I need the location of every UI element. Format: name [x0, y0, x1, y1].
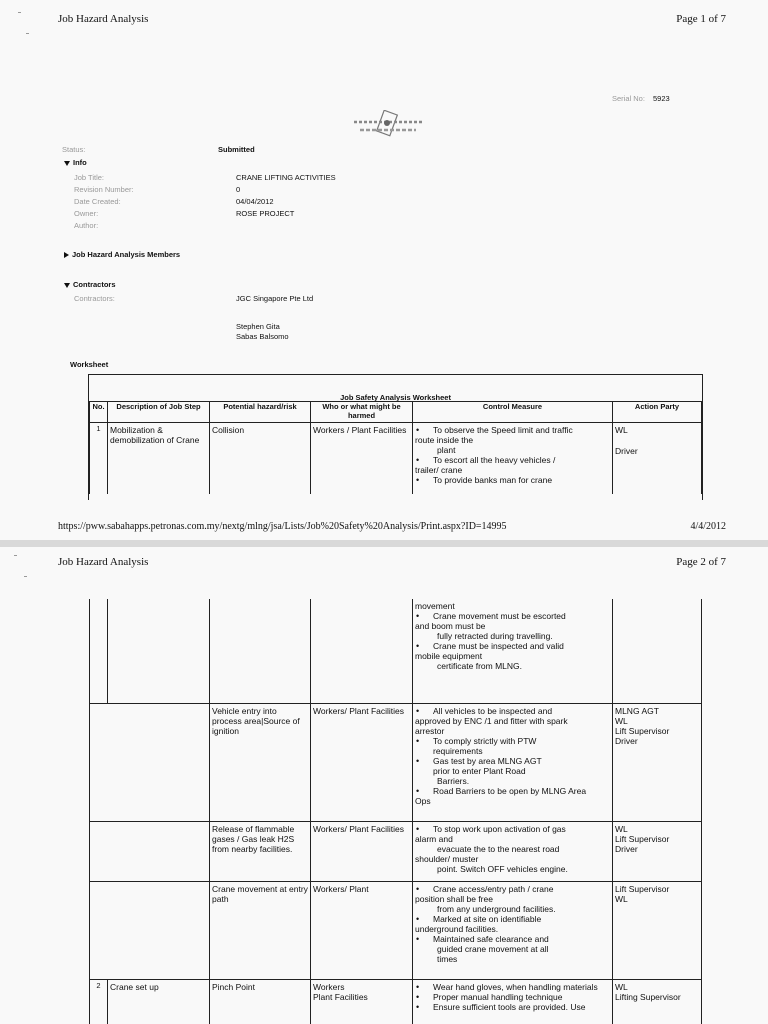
list-item: • All vehicles to be inspected and	[415, 706, 610, 716]
info-section-title: Info	[73, 158, 87, 167]
date-created-label: Date Created:	[74, 197, 121, 206]
revision-value: 0	[236, 185, 241, 194]
owner-value: ROSE PROJECT	[236, 209, 295, 218]
list-item: • Wear hand gloves, when handling materials	[415, 982, 610, 992]
list-item: fully retracted during travelling.	[437, 631, 553, 642]
hazard: Collision	[210, 422, 311, 494]
list-item: trailer/ crane	[415, 464, 463, 475]
table-row	[90, 703, 702, 821]
job-step: Mobilization & demobilization of Crane	[108, 422, 210, 494]
col-no: No.	[90, 402, 108, 423]
row-number: 1	[90, 422, 108, 494]
list-item: • Maintained safe clearance and	[415, 934, 610, 944]
party: Lift Supervisor	[615, 725, 670, 736]
action-party	[613, 422, 702, 494]
serial-label: Serial No:	[612, 94, 645, 103]
who-harmed	[311, 979, 413, 1024]
scan-mark	[18, 12, 21, 13]
list-item: • To escort all the heavy vehicles /	[415, 455, 610, 465]
col-control: Control Measure	[413, 402, 613, 423]
party: WL	[615, 715, 628, 726]
control-measure	[413, 979, 613, 1024]
control-measure	[413, 703, 613, 821]
party: Lift Supervisor	[615, 833, 670, 844]
page-header-title: Job Hazard Analysis	[58, 556, 149, 568]
list-item: guided crane movement at all	[437, 943, 549, 954]
footer-date: 4/4/2012	[690, 521, 726, 532]
hazard: Vehicle entry into process area|Source of ignition	[210, 703, 311, 821]
list-item: • To stop work upon activation of gas	[415, 824, 610, 834]
job-title-value: CRANE LIFTING ACTIVITIES	[236, 173, 336, 182]
row-number: 2	[90, 979, 108, 1024]
list-item: prior to enter Plant Road	[433, 765, 526, 776]
control-measure	[413, 881, 613, 979]
list-item: • Proper manual handling technique	[415, 992, 610, 1002]
list-item: Barriers.	[437, 775, 470, 786]
list-item: times	[437, 953, 458, 964]
contractor-name: Stephen Gita	[236, 322, 280, 331]
list-item: requirements	[433, 745, 483, 756]
table-row	[90, 881, 702, 979]
list-item: certificate from MLNG.	[437, 661, 523, 672]
job-title-label: Job Title:	[74, 173, 105, 182]
contractors-value: JGC Singapore Pte Ltd	[236, 294, 314, 303]
table-row	[90, 979, 702, 1024]
hazard: Release of flammable gases / Gas leak H2S from nearby facilities.	[210, 821, 311, 881]
list-item: approved by ENC /1 and fitter with spark	[415, 715, 568, 726]
scan-mark	[26, 33, 29, 34]
who-item: Plant Facilities	[313, 991, 368, 1002]
action-party	[613, 979, 702, 1024]
scan-mark	[14, 555, 17, 556]
contractors-section-toggle[interactable]	[64, 280, 116, 289]
author-label: Author:	[74, 221, 99, 230]
party: Driver	[615, 735, 638, 746]
page-header-title: Job Hazard Analysis	[58, 13, 149, 25]
members-section-toggle[interactable]	[64, 250, 180, 259]
contractors-section-title: Contractors	[73, 280, 116, 289]
list-item: underground facilities.	[415, 923, 499, 934]
page-number: Page 1 of 7	[676, 13, 726, 25]
job-hazard-logo-icon	[350, 110, 426, 140]
list-item: • Crane movement must be escorted	[415, 611, 610, 621]
page-number: Page 2 of 7	[676, 556, 726, 568]
table-row	[90, 599, 702, 703]
action-party	[613, 881, 702, 979]
party: WL	[615, 893, 628, 904]
who-harmed: Workers/ Plant Facilities	[311, 821, 413, 881]
job-step: Crane set up	[108, 979, 210, 1024]
worksheet-table-title: Job Safety Analysis Worksheet	[340, 393, 451, 402]
list-item: Ops	[415, 795, 431, 806]
page-2	[0, 547, 768, 1024]
caret-right-icon	[64, 252, 69, 258]
list-item: • Crane must be inspected and valid	[415, 641, 610, 651]
list-item: movement	[415, 601, 455, 611]
contractors-label: Contractors:	[74, 294, 115, 303]
table-header-row	[90, 402, 702, 423]
col-hazard: Potential hazard/risk	[210, 402, 311, 423]
list-item: arrestor	[415, 725, 445, 736]
party: WL	[615, 823, 628, 834]
party: Lifting Supervisor	[615, 991, 681, 1002]
hazard: Crane movement at entry path	[210, 881, 311, 979]
action-party	[613, 821, 702, 881]
serial-value: 5923	[653, 94, 670, 103]
list-item: mobile equipment	[415, 651, 483, 662]
control-measure	[413, 821, 613, 881]
list-item: • Crane access/entry path / crane	[415, 884, 610, 894]
page-separator	[0, 540, 768, 547]
list-item: • Gas test by area MLNG AGT	[415, 756, 610, 766]
list-item: route inside the	[415, 434, 474, 445]
who-harmed: Workers / Plant Facilities	[311, 422, 413, 494]
revision-label: Revision Number:	[74, 185, 134, 194]
list-item: and boom must be	[415, 621, 486, 632]
party: WL	[615, 981, 628, 992]
party: Driver	[615, 843, 638, 854]
list-item: position shall be free	[415, 893, 493, 904]
caret-down-icon	[64, 161, 70, 166]
col-description: Description of Job Step	[108, 402, 210, 423]
status-value: Submitted	[218, 145, 255, 154]
list-item: • To provide banks man for crane	[415, 475, 610, 485]
party: WL	[615, 424, 628, 435]
members-section-title: Job Hazard Analysis Members	[72, 250, 181, 259]
party: Lift Supervisor	[615, 883, 670, 894]
contractor-name: Sabas Balsomo	[236, 332, 289, 341]
hazard: Pinch Point	[210, 979, 311, 1024]
who-harmed: Workers/ Plant	[311, 881, 413, 979]
info-section-toggle[interactable]	[64, 158, 87, 167]
status-label: Status:	[62, 145, 86, 154]
list-item: • Marked at site on identifiable	[415, 914, 610, 924]
list-item: • To observe the Speed limit and traffic	[415, 425, 610, 435]
table-row	[90, 422, 702, 494]
date-created-value: 04/04/2012	[236, 197, 274, 206]
action-party	[613, 703, 702, 821]
list-item: evacuate the to the nearest road	[437, 843, 560, 854]
footer-url: https://pww.sabahapps.petronas.com.my/nextg/mlng/jsa/Lists/Job%20Safety%20Analysis/Print.aspx?ID=14995	[58, 521, 507, 532]
list-item: from any underground facilities.	[437, 903, 556, 914]
worksheet-table-continued	[89, 599, 702, 1024]
caret-down-icon	[64, 283, 70, 288]
table-row	[90, 821, 702, 881]
list-item: alarm and	[415, 833, 453, 844]
col-action-party: Action Party	[613, 402, 702, 423]
list-item: • Ensure sufficient tools are provided. Use	[415, 1002, 610, 1012]
party: Driver	[615, 445, 638, 456]
who-harmed: Workers/ Plant Facilities	[311, 703, 413, 821]
control-measure	[413, 599, 613, 703]
list-item: shoulder/ muster	[415, 853, 479, 864]
list-item: • Road Barriers to be open by MLNG Area	[415, 786, 610, 796]
scan-mark	[24, 576, 27, 577]
list-item: • To comply strictly with PTW	[415, 736, 610, 746]
worksheet-title: Worksheet	[70, 360, 109, 369]
list-item: point. Switch OFF vehicles engine.	[437, 863, 568, 874]
list-item: plant	[437, 444, 456, 455]
who-item: Workers	[313, 981, 345, 992]
control-measure	[413, 422, 613, 494]
party: MLNG AGT	[615, 705, 659, 716]
worksheet-table	[89, 401, 702, 494]
col-who: Who or what might be harmed	[311, 402, 413, 423]
owner-label: Owner:	[74, 209, 99, 218]
